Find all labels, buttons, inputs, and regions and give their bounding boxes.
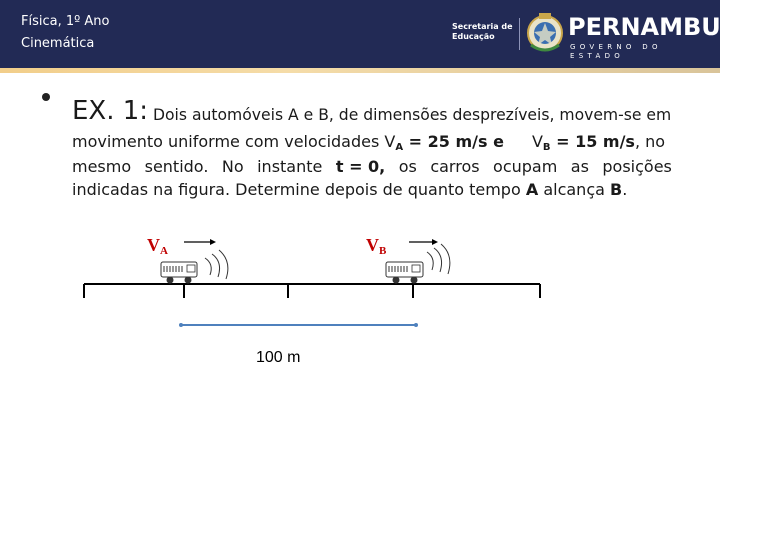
car-a-icon <box>161 262 197 284</box>
velocity-a-value: = 25 m/s e <box>403 132 504 151</box>
text-segment: . <box>622 180 628 199</box>
word: posições <box>602 157 672 176</box>
distance-endpoint <box>414 323 418 327</box>
text-segment: indicadas na figura. Determine depois de quanto tempo <box>72 180 526 199</box>
arrow-b-icon <box>409 239 438 245</box>
car-b-ref: B <box>610 180 623 199</box>
text-segment: movimento uniforme com velocidades V <box>72 132 396 151</box>
word: ocupam <box>493 157 558 176</box>
velocity-b-value: = 15 m/s <box>550 132 635 151</box>
time-zero: t = 0, <box>335 157 386 176</box>
pernambuco-logo-text: PERNAMBUCO <box>568 13 759 41</box>
car-b-icon <box>386 262 423 284</box>
label-vb-sub: B <box>379 245 387 257</box>
word: os <box>398 157 417 176</box>
arrow-a-icon <box>184 239 216 245</box>
slide-title: Física, 1º Ano <box>21 14 110 29</box>
word: No <box>221 157 244 176</box>
governo-logo-text: GOVERNO DO ESTADO <box>570 43 662 60</box>
motion-lines-b-icon <box>427 244 450 274</box>
distance-label: 100 m <box>256 349 301 366</box>
slide-subtitle: Cinemática <box>21 36 95 51</box>
exercise-text-line-1: Dois automóveis A e B, de dimensões desprezíveis, movem-se em <box>153 106 672 124</box>
word: instante <box>257 157 323 176</box>
distance-endpoint <box>179 323 183 327</box>
word: mesmo <box>72 157 132 176</box>
word: carros <box>430 157 480 176</box>
label-va-letter: V <box>147 235 160 255</box>
text-segment: alcança <box>538 180 610 199</box>
car-a-ref: A <box>525 180 539 199</box>
subscript-b: B <box>542 142 551 153</box>
label-vb <box>366 235 386 257</box>
label-va <box>147 235 168 257</box>
label-va-sub: A <box>160 245 168 257</box>
exercise-label: EX. 1: <box>72 96 149 126</box>
motion-lines-a-icon <box>205 250 228 279</box>
word: sentido. <box>144 157 209 176</box>
subscript-a: A <box>395 142 404 153</box>
secretaria-line-1: Secretaria de <box>452 22 513 31</box>
velocity-b-symbol: V <box>531 132 543 151</box>
text-segment: , no <box>634 132 666 151</box>
secretaria-line-2: Educação <box>452 32 495 41</box>
word: as <box>570 157 589 176</box>
label-vb-letter: V <box>366 235 379 255</box>
